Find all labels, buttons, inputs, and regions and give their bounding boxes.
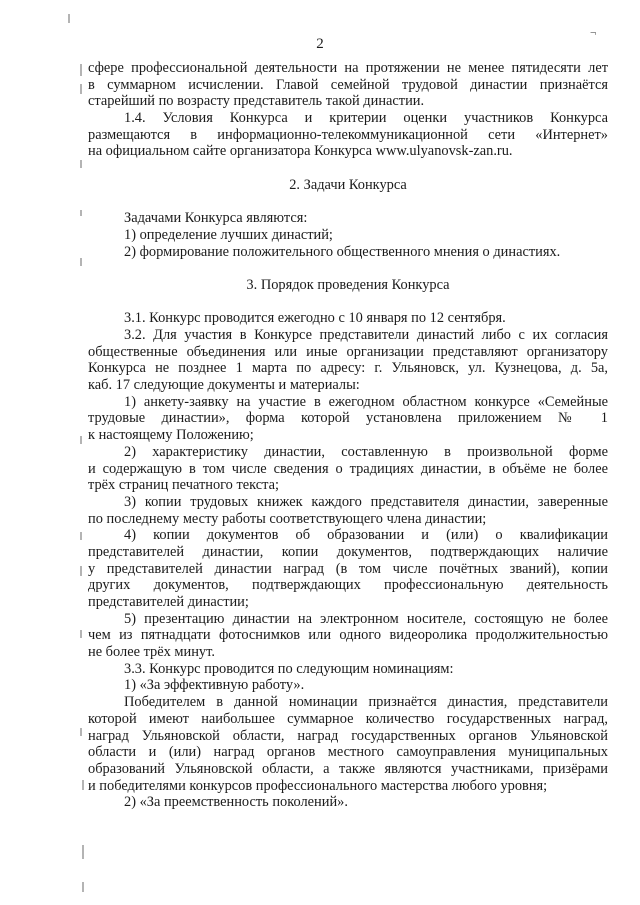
- text-line: общественные объединения или иные организации представляют организатору: [88, 343, 608, 360]
- text-line: по последнему месту работы соответствующего члена династии;: [88, 510, 487, 527]
- text-line: у представителей династии наград (в том числе почётных званий), копии: [88, 560, 608, 577]
- scan-artifact: [82, 780, 84, 790]
- scan-artifact: [80, 532, 82, 540]
- scan-artifact: [80, 728, 82, 736]
- text-line: и содержащую в том числе сведения о традициях династии, в объёме не более: [88, 460, 608, 477]
- text-line: старейший по возрасту представитель такой династии.: [88, 93, 425, 110]
- scan-artifact: [80, 84, 82, 94]
- scan-artifact: [80, 436, 82, 444]
- section-heading-2: 2. Задачи Конкурса: [289, 176, 407, 193]
- scan-artifact: [80, 64, 82, 76]
- section-heading-3: 3. Порядок проведения Конкурса: [246, 276, 450, 293]
- scan-artifact: [82, 882, 84, 892]
- text-line: 3.3. Конкурс проводится по следующим номинациям:: [124, 660, 454, 677]
- text-line: трёх страниц печатного текста;: [88, 477, 280, 494]
- list-item: 5) презентацию династии на электронном носителе, состоящую не более: [124, 610, 608, 627]
- page-number: 2: [316, 36, 324, 52]
- text-line: наград Ульяновской области, наград государственных органов Ульяновской: [88, 727, 608, 744]
- text-line: представителей династии;: [88, 594, 249, 610]
- document-body: [88, 60, 608, 811]
- text-line: Конкурса не позднее 1 марта по адресу: г. Ульяновск, ул. Кузнецова, д. 5а,: [88, 360, 608, 377]
- list-item: 2) «За преемственность поколений».: [124, 794, 348, 811]
- text-line: Задачами Конкурса являются:: [124, 210, 308, 227]
- text-line: на официальном сайте организатора Конкурса www.ulyanovsk-zan.ru.: [88, 143, 513, 160]
- text-line: 1.4. Условия Конкурса и критерии оценки участников Конкурса: [124, 110, 608, 127]
- text-line: в суммарном исчислении. Главой семейной трудовой династии признаётся: [88, 76, 608, 93]
- text-line: сфере профессиональной деятельности на протяжении не менее пятидесяти лет: [88, 60, 608, 76]
- text-line: каб. 17 следующие документы и материалы:: [88, 377, 360, 394]
- scan-corner-mark: ¬: [590, 27, 597, 39]
- list-item: 2) формирование положительного общественного мнения о династиях.: [124, 243, 561, 260]
- text-line: других документов, подтверждающих профессиональную деятельность: [88, 577, 608, 594]
- text-line: 3.1. Конкурс проводится ежегодно с 10 января по 12 сентября.: [124, 310, 506, 327]
- scan-artifact: [68, 14, 70, 23]
- list-item: 1) определение лучших династий;: [124, 226, 333, 243]
- text-line: которой имеют наибольшее суммарное количество государственных наград,: [88, 710, 608, 727]
- text-line: к настоящему Положению;: [88, 427, 254, 444]
- list-item: 4) копии документов об образовании и (или) о квалификации: [124, 527, 608, 544]
- text-line: образований Ульяновской области, а также являются участниками, призёрами: [88, 760, 608, 777]
- list-item: 1) «За эффективную работу».: [124, 677, 305, 694]
- scan-artifact: [80, 210, 82, 216]
- text-line: трудовые династии», форма которой установлена приложением № 1: [88, 410, 608, 427]
- scan-artifact: [80, 258, 82, 266]
- list-item: 2) характеристику династии, составленную в произвольной форме: [124, 443, 608, 460]
- scan-artifact: [80, 566, 82, 576]
- text-line: чем из пятнадцати фотоснимков или одного видеоролика продолжительностью: [88, 627, 608, 644]
- text-line: и победителями конкурсов профессионального мастерства любого уровня;: [88, 777, 548, 794]
- text-line: не более трёх минут.: [88, 644, 215, 661]
- scan-artifact: [82, 845, 84, 859]
- scan-artifact: [80, 160, 82, 168]
- text-line: области и (или) наград органов местного самоуправления муниципальных: [88, 744, 608, 761]
- text-line: Победителем в данной номинации признаётся династия, представители: [124, 694, 608, 711]
- scan-artifact: [80, 630, 82, 638]
- text-line: размещаются в информационно-телекоммуникационной сети «Интернет»: [88, 126, 608, 143]
- text-line: 3.2. Для участия в Конкурсе представители династий либо с их согласия: [124, 327, 608, 343]
- list-item: 3) копии трудовых книжек каждого представителя династии, заверенные: [124, 493, 608, 510]
- list-item: 1) анкету-заявку на участие в ежегодном областном конкурсе «Семейные: [124, 393, 608, 410]
- text-line: представителей династии, копии документов, подтверждающих наличие: [88, 543, 608, 560]
